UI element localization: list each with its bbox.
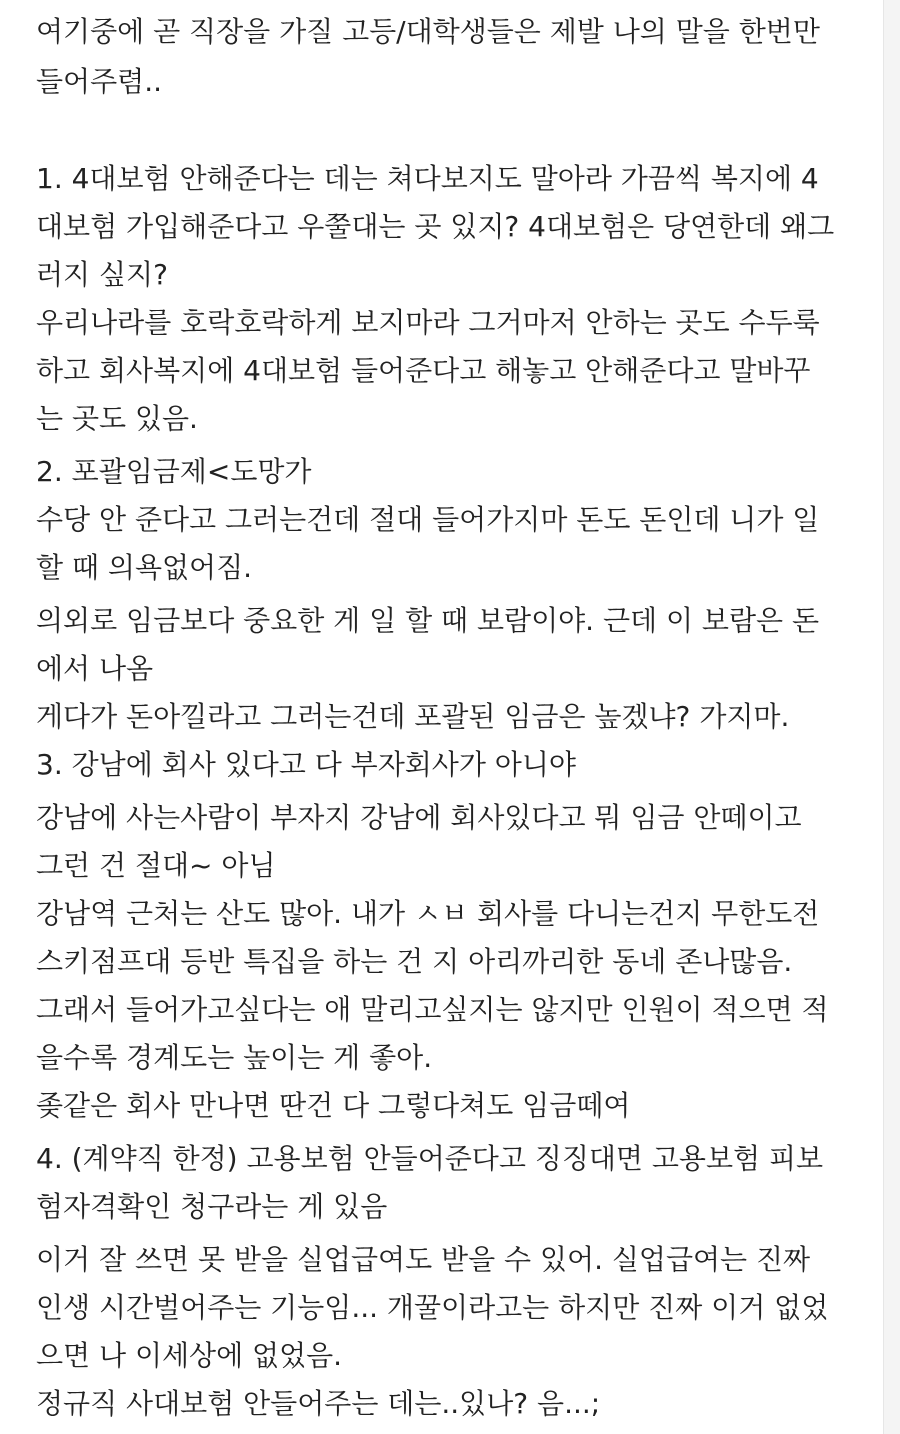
post-text-line: 의외로 임금보다 중요한 게 일 할 때 보람이야. 근데 이 보람은 돈	[36, 604, 820, 637]
post-text-line: 그런 건 절대~ 아님	[36, 849, 276, 882]
post-text-line: 2. 포괄임금제<도망가	[36, 455, 312, 488]
post-text-line: 하고 회사복지에 4대보험 들어준다고 해놓고 안해준다고 말바꾸	[36, 354, 811, 387]
post-text-line: 강남에 사는사람이 부자지 강남에 회사있다고 뭐 임금 안떼이고	[36, 801, 802, 834]
post-text-line: 수당 안 준다고 그러는건데 절대 들어가지마 돈도 돈인데 니가 일	[36, 503, 820, 536]
post-text-line: 강남역 근처는 산도 많아. 내가 ㅅㅂ 회사를 다니는건지 무한도전	[36, 897, 820, 930]
post-text-line: 인생 시간벌어주는 기능임... 개꿀이라고는 하지만 진짜 이거 없었	[36, 1291, 829, 1324]
post-text-line: 3. 강남에 회사 있다고 다 부자회사가 아니야	[36, 748, 576, 781]
post-text-line: 여기중에 곧 직장을 가질 고등/대학생들은 제발 나의 말을 한번만	[36, 15, 820, 48]
post-text-line: 좆같은 회사 만나면 딴건 다 그렇다쳐도 임금떼여	[36, 1089, 631, 1122]
post-text-line: 으면 나 이세상에 없었음.	[36, 1339, 343, 1372]
post-text-line: 스키점프대 등반 특집을 하는 건 지 아리까리한 동네 존나많음.	[36, 945, 793, 978]
post-text-line: 할 때 의욕없어짐.	[36, 551, 253, 584]
post-text-line: 게다가 돈아낄라고 그러는건데 포괄된 임금은 높겠냐? 가지마.	[36, 700, 790, 733]
post-text-line: 에서 나옴	[36, 652, 154, 685]
post-text-line: 을수록 경계도는 높이는 게 좋아.	[36, 1041, 433, 1074]
post-text-line: 정규직 사대보험 안들어주는 데는..있나? 음...;	[36, 1387, 601, 1420]
post-text-line: 우리나라를 호락호락하게 보지마라 그거마저 안하는 곳도 수두룩	[36, 306, 820, 339]
post-text-line: 1. 4대보험 안해준다는 데는 쳐다보지도 말아라 가끔씩 복지에 4	[36, 162, 819, 195]
post-text-line: 험자격확인 청구라는 게 있음	[36, 1190, 388, 1223]
post-text-line: 대보험 가입해준다고 우쭐대는 곳 있지? 4대보험은 당연한데 왜그	[36, 210, 835, 243]
post-text-line: 들어주렴..	[36, 65, 162, 98]
scrollbar-track[interactable]	[883, 0, 900, 1434]
post-text-line: 는 곳도 있음.	[36, 402, 198, 435]
post-text-line: 4. (계약직 한정) 고용보험 안들어준다고 징징대면 고용보험 피보	[36, 1142, 824, 1175]
post-text-line: 그래서 들어가고싶다는 애 말리고싶지는 않지만 인원이 적으면 적	[36, 993, 829, 1026]
post-text-line: 러지 싶지?	[36, 258, 168, 291]
post-text-line: 이거 잘 쓰면 못 받을 실업급여도 받을 수 있어. 실업급여는 진짜	[36, 1243, 811, 1276]
